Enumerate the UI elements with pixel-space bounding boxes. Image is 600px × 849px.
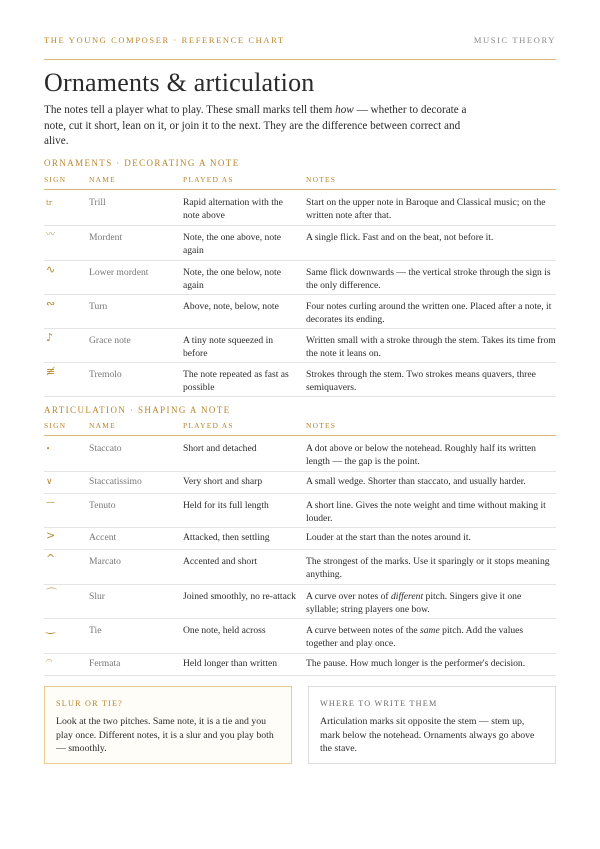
header-subject-label: MUSIC THEORY — [473, 35, 556, 45]
articulation-name: Slur — [89, 591, 105, 602]
ornament-name: Tremolo — [89, 369, 122, 380]
table-row — [44, 294, 556, 329]
articulation-notes: The pause. How much longer is the performer's decision. — [306, 658, 526, 669]
table-row — [44, 549, 556, 585]
col-sign-header: SIGN — [44, 175, 67, 184]
tie-notes-start: A curve between notes of the — [306, 625, 421, 636]
staccato-sign-icon: • — [46, 445, 51, 453]
articulation-section-title: ARTICULATION · SHAPING A NOTE — [44, 405, 231, 415]
lower-mordent-sign-icon: ∿ — [46, 263, 56, 276]
ornament-notes: Written small with a stroke through the stem. Takes its time from the note it leans on. — [306, 335, 556, 359]
ornament-notes: A single flick. Fast and on the beat, not before it. — [306, 232, 494, 243]
col-notes-header: NOTES — [306, 175, 337, 184]
ornament-name: Trill — [89, 197, 106, 208]
ornament-played-as: The note repeated as fast as possible — [183, 369, 289, 393]
articulation-notes: A dot above or below the notehead. Roughly half its written length — the gap is the point. — [306, 443, 536, 467]
ornaments-section-title: ORNAMENTS · DECORATING A NOTE — [44, 158, 240, 168]
ornament-notes: Start on the upper note in Baroque and Classical music; on the written note after that. — [306, 197, 546, 221]
callout-body: Look at the two pitches. Same note, it is a tie and you play once. Different notes, it is a slur and you play both — smoothly. — [56, 716, 274, 754]
ornament-notes: Four notes curling around the written one. Placed after a note, it decorates its ending. — [306, 301, 552, 325]
table-row — [44, 584, 556, 619]
articulation-notes: Louder at the start than the notes around it. — [306, 532, 471, 543]
intro-text-start: The notes tell a player what to play. These small marks tell them — [44, 104, 336, 116]
articulation-played-as: Short and detached — [183, 443, 257, 454]
callout-body: Articulation marks sit opposite the stem — stem up, mark below the notehead. Ornaments always go above the stave. — [320, 716, 535, 754]
trill-sign-icon: tr — [46, 199, 53, 207]
col-notes-header: NOTES — [306, 421, 337, 430]
page-header — [44, 35, 556, 60]
mordent-sign-icon: 〰 — [46, 230, 56, 240]
articulation-notes: The strongest of the marks. Use it sparingly or it stops meaning anything. — [306, 556, 550, 580]
slur-notes-end: pitch. Singers give it one syllable; string players one bow. — [306, 591, 522, 615]
ornament-played-as: Note, the one below, note again — [183, 267, 281, 291]
ornament-name: Mordent — [89, 232, 123, 243]
col-name-header: NAME — [89, 175, 116, 184]
articulation-played-as: Accented and short — [183, 556, 258, 567]
table-row — [44, 618, 556, 654]
table-row — [44, 190, 556, 226]
table-row — [44, 328, 556, 363]
articulation-name: Staccato — [89, 443, 122, 454]
ornament-notes: Strokes through the stem. Two strokes means quavers, three semiquavers. — [306, 369, 536, 393]
ornament-played-as: A tiny note squeezed in before — [183, 335, 274, 359]
callout-title: SLUR OR TIE? — [56, 699, 124, 708]
marcato-sign-icon: ^ — [46, 552, 56, 565]
table-row — [44, 653, 556, 676]
slur-notes-emphasis: different — [391, 591, 424, 602]
articulation-name: Fermata — [89, 658, 121, 669]
tenuto-sign-icon: — — [46, 498, 55, 508]
ornament-name: Grace note — [89, 335, 131, 346]
table-row — [44, 436, 556, 472]
table-row — [44, 527, 556, 550]
tie-sign-icon: ‿ — [46, 621, 55, 634]
ornament-played-as: Rapid alternation with the note above — [183, 197, 283, 221]
header-series-label: THE YOUNG COMPOSER · REFERENCE CHART — [44, 35, 285, 45]
articulation-name: Tie — [89, 625, 102, 636]
table-row — [44, 225, 556, 261]
table-row — [44, 260, 556, 295]
staccatissimo-sign-icon: ∨ — [46, 477, 53, 487]
intro-text-end: — whether to decorate a note, cut it short, lean on it, or join it to the next. They are the difference between correct and alive. — [44, 104, 467, 147]
articulation-name: Staccatissimo — [89, 476, 142, 487]
articulation-notes: A small wedge. Shorter than staccato, and usually harder. — [306, 476, 526, 487]
ornaments-column-headers — [44, 175, 556, 190]
col-name-header: NAME — [89, 421, 116, 430]
page-title: Ornaments & articulation — [44, 68, 315, 97]
table-row — [44, 362, 556, 397]
articulation-column-headers — [44, 421, 556, 436]
accent-sign-icon: > — [46, 529, 56, 542]
articulation-notes — [306, 625, 556, 650]
articulation-played-as: Very short and sharp — [183, 476, 263, 487]
articulation-played-as: One note, held across — [183, 625, 266, 636]
col-played-header: PLAYED AS — [183, 421, 234, 430]
where-to-write-callout — [308, 686, 556, 764]
table-row — [44, 493, 556, 528]
ornament-name: Lower mordent — [89, 267, 149, 278]
tremolo-sign-icon: ≢ — [46, 365, 56, 378]
slur-sign-icon: ⌒ — [46, 587, 57, 600]
articulation-played-as: Joined smoothly, no re-attack — [183, 591, 296, 602]
col-sign-header: SIGN — [44, 421, 67, 430]
articulation-name: Marcato — [89, 556, 121, 567]
articulation-played-as: Held for its full length — [183, 500, 269, 511]
tie-notes-end: pitch. Add the values together and play once. — [306, 625, 524, 649]
fermata-sign-icon: 𝄐 — [46, 654, 53, 667]
ornament-played-as: Above, note, below, note — [183, 301, 279, 312]
articulation-name: Tenuto — [89, 500, 116, 511]
ornament-played-as: Note, the one above, note again — [183, 232, 282, 256]
ornament-notes: Same flick downwards — the vertical stroke through the sign is the only difference. — [306, 267, 551, 291]
slur-or-tie-callout — [44, 686, 292, 764]
articulation-notes: A short line. Gives the note weight and time without making it louder. — [306, 500, 546, 524]
articulation-notes — [306, 591, 556, 616]
ornament-name: Turn — [89, 301, 108, 312]
intro-emphasis: how — [335, 104, 354, 116]
grace-note-sign-icon: ♪ — [46, 331, 54, 344]
intro-paragraph — [44, 103, 474, 150]
turn-sign-icon: ∾ — [46, 297, 56, 310]
articulation-played-as: Attacked, then settling — [183, 532, 270, 543]
slur-notes-start: A curve over notes of — [306, 591, 391, 602]
col-played-header: PLAYED AS — [183, 175, 234, 184]
articulation-name: Accent — [89, 532, 117, 543]
table-row — [44, 471, 556, 494]
articulation-played-as: Held longer than written — [183, 658, 278, 669]
callout-title: WHERE TO WRITE THEM — [320, 699, 438, 708]
tie-notes-emphasis: same — [420, 625, 440, 636]
